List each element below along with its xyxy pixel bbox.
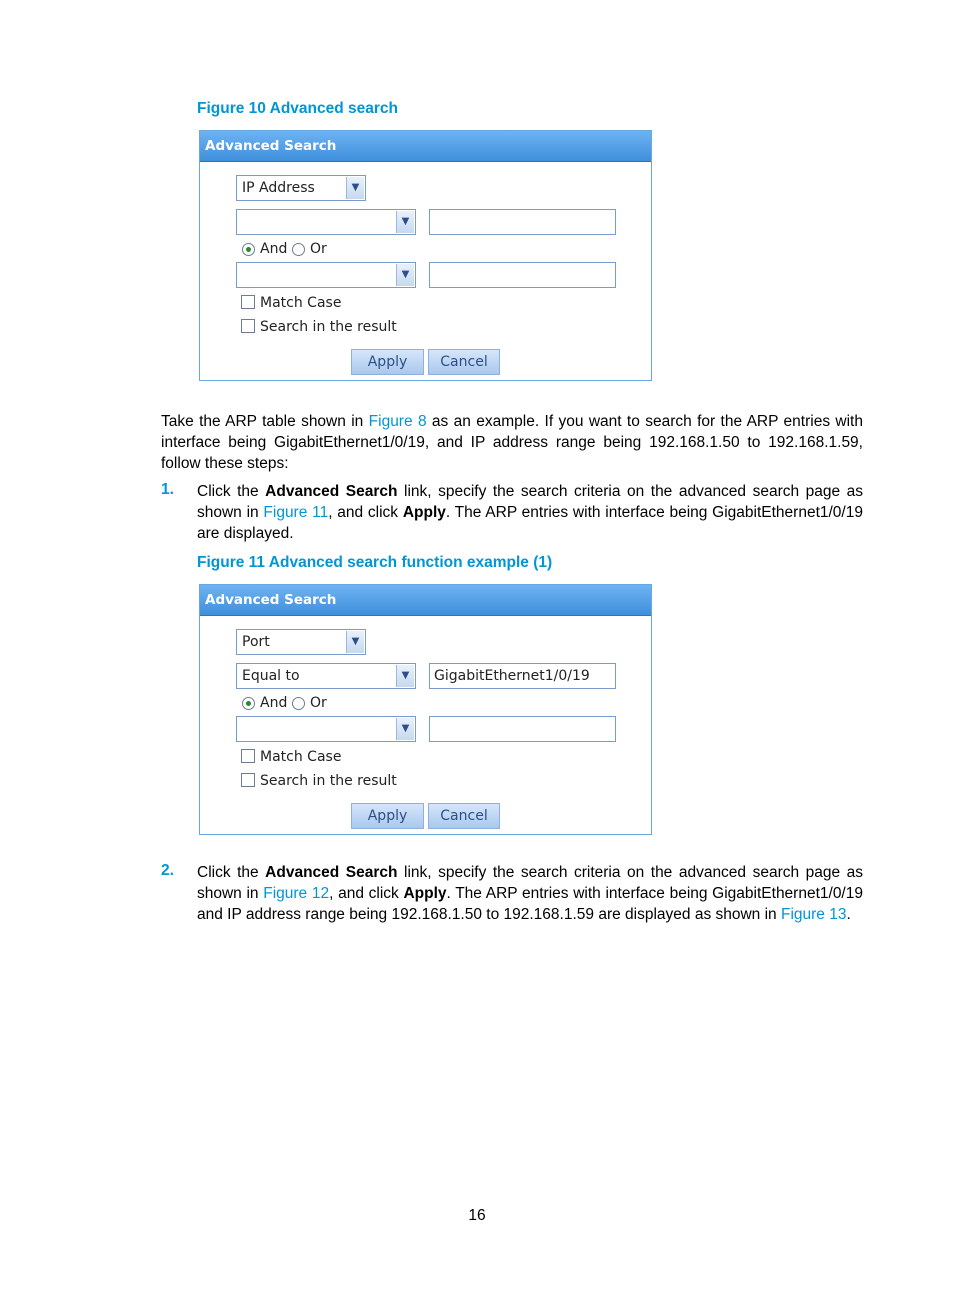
dialog-title: Advanced Search: [200, 131, 651, 162]
page-number: 16: [468, 1207, 486, 1224]
chevron-down-icon[interactable]: ▼: [396, 264, 414, 286]
cancel-button[interactable]: Cancel: [428, 803, 500, 829]
search-in-result-checkbox[interactable]: [241, 773, 255, 787]
match-case-label: Match Case: [260, 749, 342, 765]
cancel-button[interactable]: Cancel: [428, 349, 500, 375]
or-radio[interactable]: [292, 697, 305, 710]
or-label: Or: [310, 241, 327, 257]
match-case-checkbox[interactable]: [241, 749, 255, 763]
search-in-result-label: Search in the result: [260, 319, 397, 335]
advanced-search-dialog-fig10: [199, 130, 652, 381]
figure-8-link[interactable]: Figure 8: [368, 413, 427, 430]
search-in-result-checkbox[interactable]: [241, 319, 255, 333]
dialog-title: Advanced Search: [200, 585, 651, 616]
step-2-text-5: .: [846, 906, 851, 923]
step-2-bold-apply: Apply: [403, 885, 447, 902]
figure-11-caption: Figure 11 Advanced search function example (1): [197, 554, 553, 571]
step-2-number: 2.: [161, 862, 174, 879]
field-select[interactable]: [236, 629, 366, 655]
step-1-text-4: . The ARP entries with interface being GigabitEthernet1/0/19 are displayed.: [197, 504, 863, 542]
step-2-text-3: , and click: [329, 885, 404, 902]
chevron-down-icon[interactable]: ▼: [396, 211, 414, 233]
figure-10-caption: Figure 10 Advanced search: [197, 100, 399, 117]
step-1-bold-apply: Apply: [402, 504, 446, 521]
step-1-text-2: link, specify the search criteria on the advanced search page as shown in: [197, 483, 863, 521]
advanced-search-dialog-fig11: [199, 584, 652, 835]
apply-button[interactable]: Apply: [351, 349, 424, 375]
or-label: Or: [310, 695, 327, 711]
field-select-value: Port: [242, 634, 270, 650]
condition1-select[interactable]: [236, 663, 416, 689]
match-case-label: Match Case: [260, 295, 342, 311]
value2-input[interactable]: [429, 262, 616, 288]
and-radio[interactable]: [242, 243, 255, 256]
condition1-select[interactable]: [236, 209, 416, 235]
or-radio[interactable]: [292, 243, 305, 256]
value2-input[interactable]: [429, 716, 616, 742]
field-select[interactable]: [236, 175, 366, 201]
condition1-select-value: Equal to: [242, 668, 300, 684]
chevron-down-icon[interactable]: ▼: [396, 665, 414, 687]
step-2-text: [197, 862, 863, 925]
and-label: And: [260, 695, 288, 711]
step-2-bold-advanced-search: Advanced Search: [265, 864, 398, 881]
and-label: And: [260, 241, 288, 257]
apply-button[interactable]: Apply: [351, 803, 424, 829]
chevron-down-icon[interactable]: ▼: [396, 718, 414, 740]
step-1-text-3: , and click: [328, 504, 403, 521]
condition2-select[interactable]: [236, 716, 416, 742]
figure-11-link[interactable]: Figure 11: [263, 504, 329, 521]
step-1-bold-advanced-search: Advanced Search: [265, 483, 398, 500]
intro-text-1: Take the ARP table shown in: [161, 413, 369, 430]
intro-paragraph: [161, 411, 863, 474]
value1-text: GigabitEthernet1/0/19: [434, 668, 590, 684]
chevron-down-icon[interactable]: ▼: [346, 177, 364, 199]
step-2-text-1: Click the: [197, 864, 266, 881]
intro-text-2: as an example. If you want to search for the ARP entries with interface being GigabitEthernet1/0/19, and IP address range being 192.168.1.50 to 192.168.1.59, follow these steps:: [161, 413, 863, 472]
condition2-select[interactable]: [236, 262, 416, 288]
search-in-result-label: Search in the result: [260, 773, 397, 789]
step-2-text-2: link, specify the search criteria on the advanced search page as shown in: [197, 864, 863, 902]
step-1-number: 1.: [161, 481, 174, 498]
step-1-text: [197, 481, 863, 544]
step-1-text-1: Click the: [197, 483, 266, 500]
field-select-value: IP Address: [242, 180, 315, 196]
match-case-checkbox[interactable]: [241, 295, 255, 309]
figure-13-link[interactable]: Figure 13: [780, 906, 847, 923]
value1-input[interactable]: [429, 209, 616, 235]
step-2-text-4: . The ARP entries with interface being GigabitEthernet1/0/19 and IP address range being 192.168.1.50 to 192.168.1.59 are displayed as shown in: [197, 885, 863, 923]
figure-12-link[interactable]: Figure 12: [263, 885, 330, 902]
and-radio[interactable]: [242, 697, 255, 710]
chevron-down-icon[interactable]: ▼: [346, 631, 364, 653]
value1-input[interactable]: [429, 663, 616, 689]
